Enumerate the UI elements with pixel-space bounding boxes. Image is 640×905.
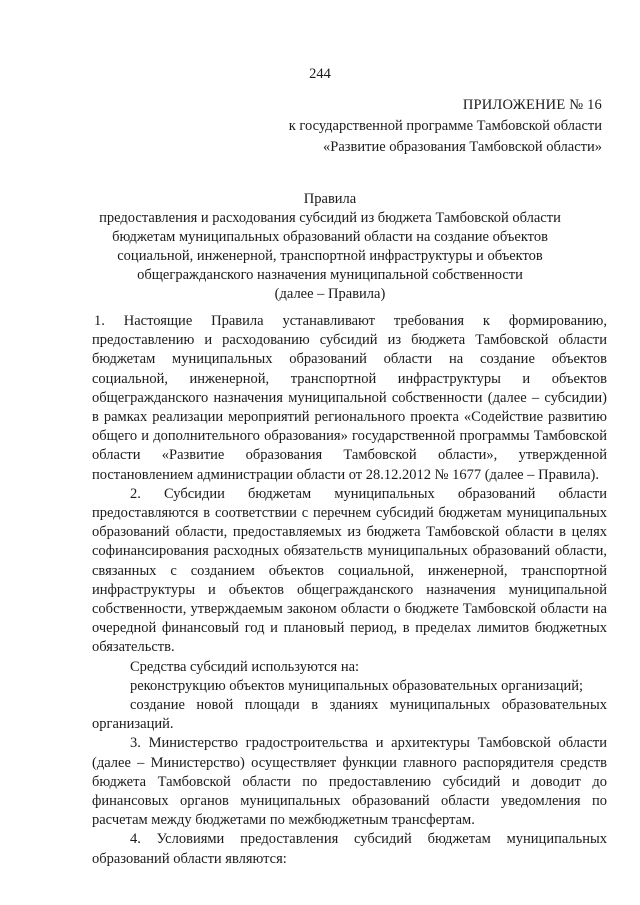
paragraph-funds-usage: Средства субсидий используются на: [130,658,360,675]
rules-heading-line: (далее – Правила) [274,286,386,302]
annex-title: ПРИЛОЖЕНИЕ № 16 [462,97,602,113]
rules-title: Правила [303,191,357,207]
rules-heading-line: социальной, инженерной, транспортной инфраструктуры и объектов [117,248,543,264]
paragraph-4: 4. Условиями предоставления субсидий бюджетам муниципальных образований области являются: [92,831,607,867]
rules-heading-line: общегражданского назначения муниципальной собственности [137,267,523,283]
paragraph-2: 2. Субсидии бюджетам муниципальных образований области предоставляются в соответствии с перечнем субсидий бюджетам муниципальных образований области, предоставляемых из бюджета Тамбовской области в целях софинансирования расходных обязательств муниципальных образований области, связанных с созданием объектов социальной, инженерной, транспортной инфраструктуры и объектов общегражданского назначения муниципальной собственности, утверждаемым законом области о бюджете Тамбовской области на очередной финансовый год и плановый период, в пределах лимитов бюджетных обязательств. [92,485,607,656]
annex-block [289,95,602,158]
annex-line-2: «Развитие образования Тамбовской области» [323,139,602,155]
rules-heading [80,190,580,304]
rules-heading-line: бюджетам муниципальных образований области на создание объектов [112,229,548,245]
rules-heading-line: предоставления и расходования субсидий из бюджета Тамбовской области [99,210,561,226]
paragraph-usage-item-2: создание новой площади в зданиях муниципальных образовательных организаций. [92,697,607,733]
paragraph-1: 1. Настоящие Правила устанавливают требования к формированию, предоставлению и расходованию субсидий из бюджета Тамбовской области бюджетам муниципальных образований области на создание объектов социальной, инженерной, транспортной инфраструктуры и объектов общегражданского назначения муниципальной собственности (далее – субсидии) в рамках реализации мероприятий регионального проекта «Содействие развитию общего и дополнительного образования» государственной программы Тамбовской области «Развитие образования Тамбовской области», утвержденной постановлением администрации области от 28.12.2012 № 1677 (далее – Правила). [92,313,607,483]
paragraph-3: 3. Министерство градостроительства и архитектуры Тамбовской области (далее – Министерство) осуществляет функции главного распорядителя средств бюджета Тамбовской области по предоставлению субсидий и доводит до финансовых органов муниципальных образований области уведомления по расчетам между бюджетами по межбюджетным трансфертам. [92,735,607,829]
page-number: 244 [309,66,331,82]
paragraph-usage-item-1: реконструкцию объектов муниципальных образовательных организаций; [130,677,584,694]
document-body [92,312,607,869]
annex-line-1: к государственной программе Тамбовской области [288,118,602,134]
